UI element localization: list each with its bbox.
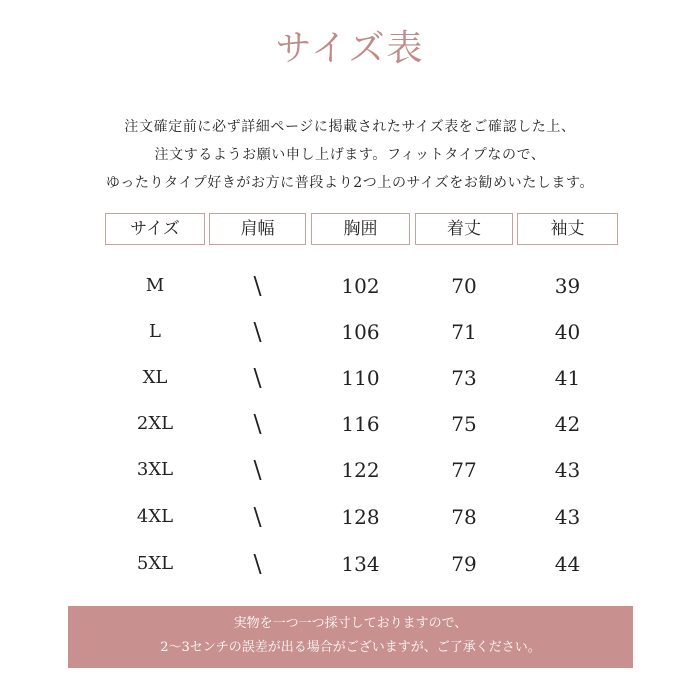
length-cell: 79 bbox=[451, 552, 477, 576]
chest-cell: 122 bbox=[341, 458, 380, 482]
sleeve-cell: 40 bbox=[554, 320, 581, 344]
header-shoulder: 肩幅 bbox=[209, 213, 306, 245]
table-row bbox=[0, 455, 700, 485]
intro-line: 注文確定前に必ず詳細ページに掲載されたサイズ表をご確認した上、 bbox=[124, 119, 576, 135]
length-cell: 78 bbox=[451, 505, 477, 529]
sleeve-cell: 41 bbox=[554, 366, 581, 390]
table-row bbox=[0, 317, 700, 347]
sleeve-cell: 43 bbox=[554, 505, 581, 529]
shoulder-cell: \ bbox=[253, 410, 262, 438]
header-size: サイズ bbox=[105, 213, 205, 245]
shoulder-cell: \ bbox=[253, 272, 262, 300]
size-cell: 2XL bbox=[136, 413, 174, 434]
intro-line: ゆったりタイプ好きがお方に普段より2つ上のサイズをお勧めいたします。 bbox=[105, 175, 595, 191]
length-cell: 77 bbox=[451, 458, 477, 482]
length-cell: 75 bbox=[451, 412, 477, 436]
shoulder-cell: \ bbox=[253, 318, 262, 346]
size-cell: XL bbox=[142, 367, 168, 388]
chest-cell: 116 bbox=[341, 412, 380, 436]
shoulder-cell: \ bbox=[253, 364, 262, 392]
shoulder-cell: \ bbox=[253, 503, 262, 531]
intro-line: 注文するようお願い申し上げます。フィットタイプなので、 bbox=[154, 147, 546, 163]
length-cell: 73 bbox=[451, 366, 477, 390]
table-row bbox=[0, 409, 700, 439]
chest-cell: 128 bbox=[341, 505, 380, 529]
sleeve-cell: 44 bbox=[554, 552, 581, 576]
size-cell: 5XL bbox=[136, 553, 174, 574]
size-cell: L bbox=[149, 321, 161, 342]
header-sleeve: 袖丈 bbox=[517, 213, 618, 245]
table-row bbox=[0, 363, 700, 393]
footer-line: 実物を一つ一つ採寸しておりますので、 bbox=[233, 616, 468, 631]
table-row bbox=[0, 271, 700, 301]
page-title: サイズ表 bbox=[275, 28, 425, 69]
length-cell: 70 bbox=[451, 274, 477, 298]
measurement-note-banner bbox=[68, 606, 633, 668]
size-cell: M bbox=[145, 275, 165, 296]
table-row bbox=[0, 502, 700, 532]
shoulder-cell: \ bbox=[253, 456, 262, 484]
shoulder-cell: \ bbox=[253, 550, 262, 578]
chest-cell: 110 bbox=[341, 366, 380, 390]
length-cell: 71 bbox=[451, 320, 477, 344]
header-chest: 胸囲 bbox=[311, 213, 410, 245]
chest-cell: 102 bbox=[341, 274, 380, 298]
sleeve-cell: 39 bbox=[554, 274, 581, 298]
size-table-header bbox=[0, 213, 700, 247]
sleeve-cell: 42 bbox=[554, 412, 581, 436]
size-cell: 3XL bbox=[136, 459, 174, 480]
table-row bbox=[0, 549, 700, 579]
header-length: 着丈 bbox=[415, 213, 513, 245]
size-cell: 4XL bbox=[136, 506, 174, 527]
footer-line: 2～3センチの誤差が出る場合がございますが、ご了承ください。 bbox=[160, 640, 541, 655]
intro-text bbox=[0, 113, 700, 197]
sleeve-cell: 43 bbox=[554, 458, 581, 482]
chest-cell: 106 bbox=[341, 320, 380, 344]
chest-cell: 134 bbox=[341, 552, 380, 576]
